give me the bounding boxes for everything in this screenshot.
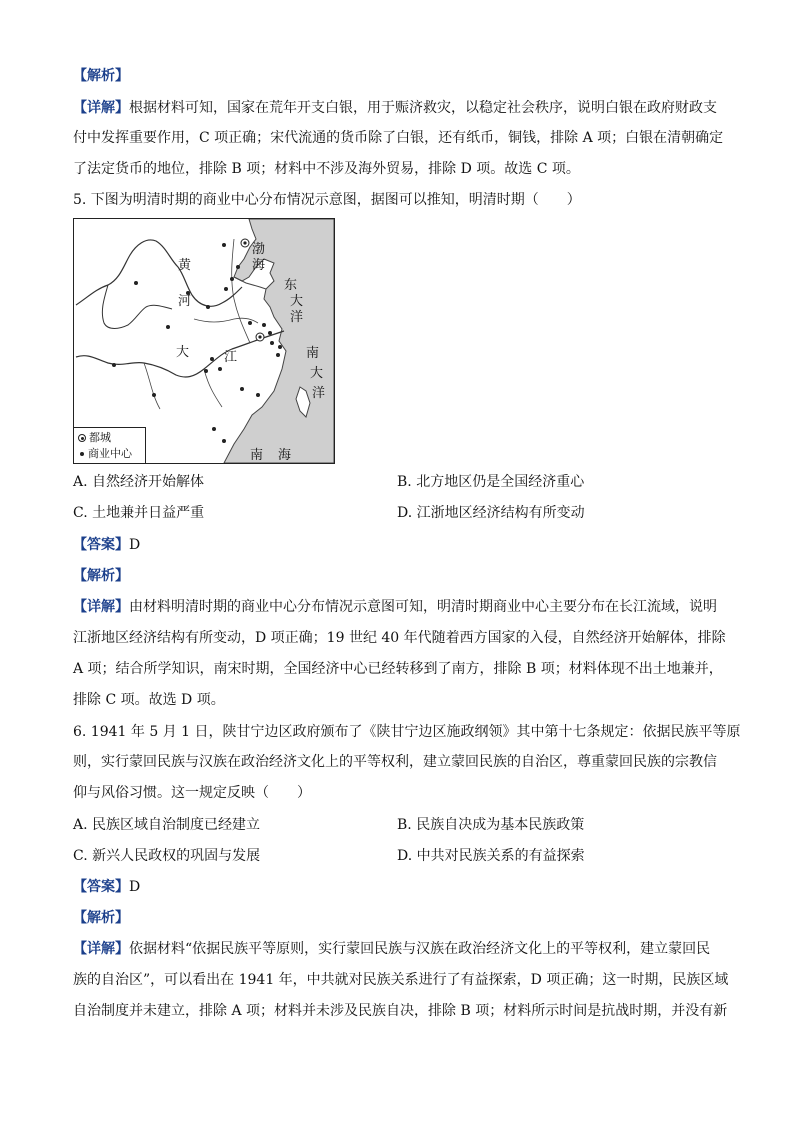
- label-dongdayang-3: 洋: [290, 310, 304, 325]
- commercial-center: [256, 393, 260, 397]
- commercial-center: [210, 357, 214, 361]
- yellow-river: [76, 240, 242, 306]
- commercial-center-symbol-icon: [80, 452, 84, 456]
- q6-stem-line-3: 仰与风俗习惯。这一规定反映（ ）: [73, 785, 311, 801]
- label-nanhai-2: 海: [278, 448, 292, 463]
- q5-detail-line-2: 江浙地区经济结构有所变动，D 项正确；19 世纪 40 年代随着西方国家的入侵，自然经济开始解体，排除: [73, 630, 726, 646]
- q6-option-b: B. 民族自决成为基本民族政策: [397, 817, 585, 833]
- commercial-center: [112, 363, 116, 367]
- legend-capital-label: 都城: [89, 431, 111, 444]
- legend-center: [78, 446, 145, 462]
- capital-nanjing: [256, 333, 264, 341]
- q5-option-b: B. 北方地区仍是全国经济重心: [397, 474, 585, 490]
- label-dongdayang-1: 东: [284, 278, 298, 293]
- q6-answer: [73, 877, 140, 897]
- q5-option-d: D. 江浙地区经济结构有所变动: [397, 505, 585, 521]
- q5-detail-line-1: 【详解】由材料明清时期的商业中心分布情况示意图可知，明清时期商业中心主要分布在长江流域，说明: [73, 599, 717, 615]
- q4-analysis-tag: 【解析】: [73, 68, 129, 84]
- commercial-center: [240, 387, 244, 391]
- commercial-center: [206, 305, 210, 309]
- yellow-river-loop: [102, 285, 172, 329]
- tributary-line-2: [204, 369, 222, 407]
- q4-detail-tag: 【详解】: [73, 100, 129, 116]
- q5-analysis-tag: 【解析】: [73, 568, 129, 584]
- label-da: 大: [176, 345, 190, 360]
- label-nanhai-1: 南: [250, 448, 264, 463]
- tributary-line: [144, 363, 160, 409]
- commercial-center: [230, 277, 234, 281]
- ming-qing-commerce-map: [73, 218, 335, 464]
- q6-detail-line-3: 自治制度并未建立，排除 A 项；材料并未涉及民族自决，排除 B 项；材料所示时间是抗战时期，并没有新: [73, 1003, 728, 1019]
- q6-stem-line-1: 6. 1941 年 5 月 1 日，陕甘宁边区政府颁布了《陕甘宁边区施政纲领》其中第十七条规定：依据民族平等原: [73, 724, 741, 740]
- commercial-center: [222, 439, 226, 443]
- capital-beijing: [241, 239, 249, 247]
- label-huang: 黄: [178, 258, 192, 273]
- q5-detail-line-3: A 项；结合所学知识，南宋时期，全国经济中心已经转移到了南方，排除 B 项；材料体现不出土地兼并，: [73, 661, 723, 677]
- q5-answer-value: D: [129, 537, 141, 553]
- commercial-center: [212, 427, 216, 431]
- label-nandayang-2: 大: [310, 366, 324, 381]
- label-he: 河: [178, 294, 192, 309]
- legend-capital: [78, 430, 145, 446]
- label-dongdayang-2: 大: [290, 294, 304, 309]
- commercial-center: [248, 321, 252, 325]
- commercial-center: [224, 287, 228, 291]
- commercial-center: [262, 323, 266, 327]
- q4-detail-line-2: 付中发挥重要作用，C 项正确；宋代流通的货币除了白银，还有纸币，铜钱，排除 A 项；白银在清朝确定: [73, 130, 724, 146]
- q6-answer-tag: 【答案】: [73, 879, 129, 895]
- q5-stem: 5. 下图为明清时期的商业中心分布情况示意图，据图可以推知，明清时期（ ）: [73, 192, 581, 208]
- q6-option-a: A. 民族区域自治制度已经建立: [73, 817, 261, 833]
- commercial-center: [222, 243, 226, 247]
- q6-analysis-tag: 【解析】: [73, 910, 129, 926]
- q6-option-c: C. 新兴人民政权的巩固与发展: [73, 848, 261, 864]
- q6-stem-line-2: 则，实行蒙回民族与汉族在政治经济文化上的平等权利，建立蒙回民族的自治区，尊重蒙回民族的宗教信: [73, 754, 717, 770]
- q5-option-c: C. 土地兼并日益严重: [73, 505, 205, 521]
- q4-detail-line-1: 【详解】根据材料可知，国家在荒年开支白银，用于赈济救灾，以稳定社会秩序，说明白银在政府财政支: [73, 100, 717, 116]
- q6-detail-line-2: 族的自治区”，可以看出在 1941 年，中共就对民族关系进行了有益探索，D 项正确；这一时期，民族区域: [73, 972, 729, 988]
- q6-answer-value: D: [129, 879, 141, 895]
- q5-detail-line-4: 排除 C 项。故选 D 项。: [73, 692, 225, 708]
- label-jiang: 江: [224, 350, 238, 365]
- map-legend: [74, 427, 146, 463]
- commercial-center: [152, 393, 156, 397]
- q5-answer: [73, 535, 140, 555]
- label-bohai-1: 渤: [252, 242, 266, 257]
- q5-option-a: A. 自然经济开始解体: [73, 474, 205, 490]
- commercial-center: [204, 369, 208, 373]
- legend-center-label: 商业中心: [88, 447, 132, 460]
- commercial-center: [278, 345, 282, 349]
- label-bohai-2: 海: [252, 258, 266, 273]
- commercial-center: [270, 341, 274, 345]
- q6-detail-line-1: 【详解】依据材料“依据民族平等原则，实行蒙回民族与汉族在政治经济文化上的平等权利，建立蒙回民: [73, 941, 711, 957]
- q6-option-d: D. 中共对民族关系的有益探索: [397, 848, 585, 864]
- q4-detail-line-3: 了法定货币的地位，排除 B 项；材料中不涉及海外贸易，排除 D 项。故选 C 项。: [73, 161, 580, 177]
- q6-detail-tag: 【详解】: [73, 941, 129, 957]
- q5-detail-tag: 【详解】: [73, 599, 129, 615]
- sea-area: [224, 219, 334, 463]
- commercial-center: [218, 367, 222, 371]
- label-nandayang-1: 南: [306, 346, 320, 361]
- capital-symbol-icon: [78, 434, 86, 442]
- label-nandayang-3: 洋: [312, 386, 326, 401]
- commercial-center: [236, 265, 240, 269]
- commercial-center: [166, 325, 170, 329]
- commercial-center: [268, 331, 272, 335]
- q5-answer-tag: 【答案】: [73, 537, 129, 553]
- commercial-center: [276, 353, 280, 357]
- commercial-center: [134, 281, 138, 285]
